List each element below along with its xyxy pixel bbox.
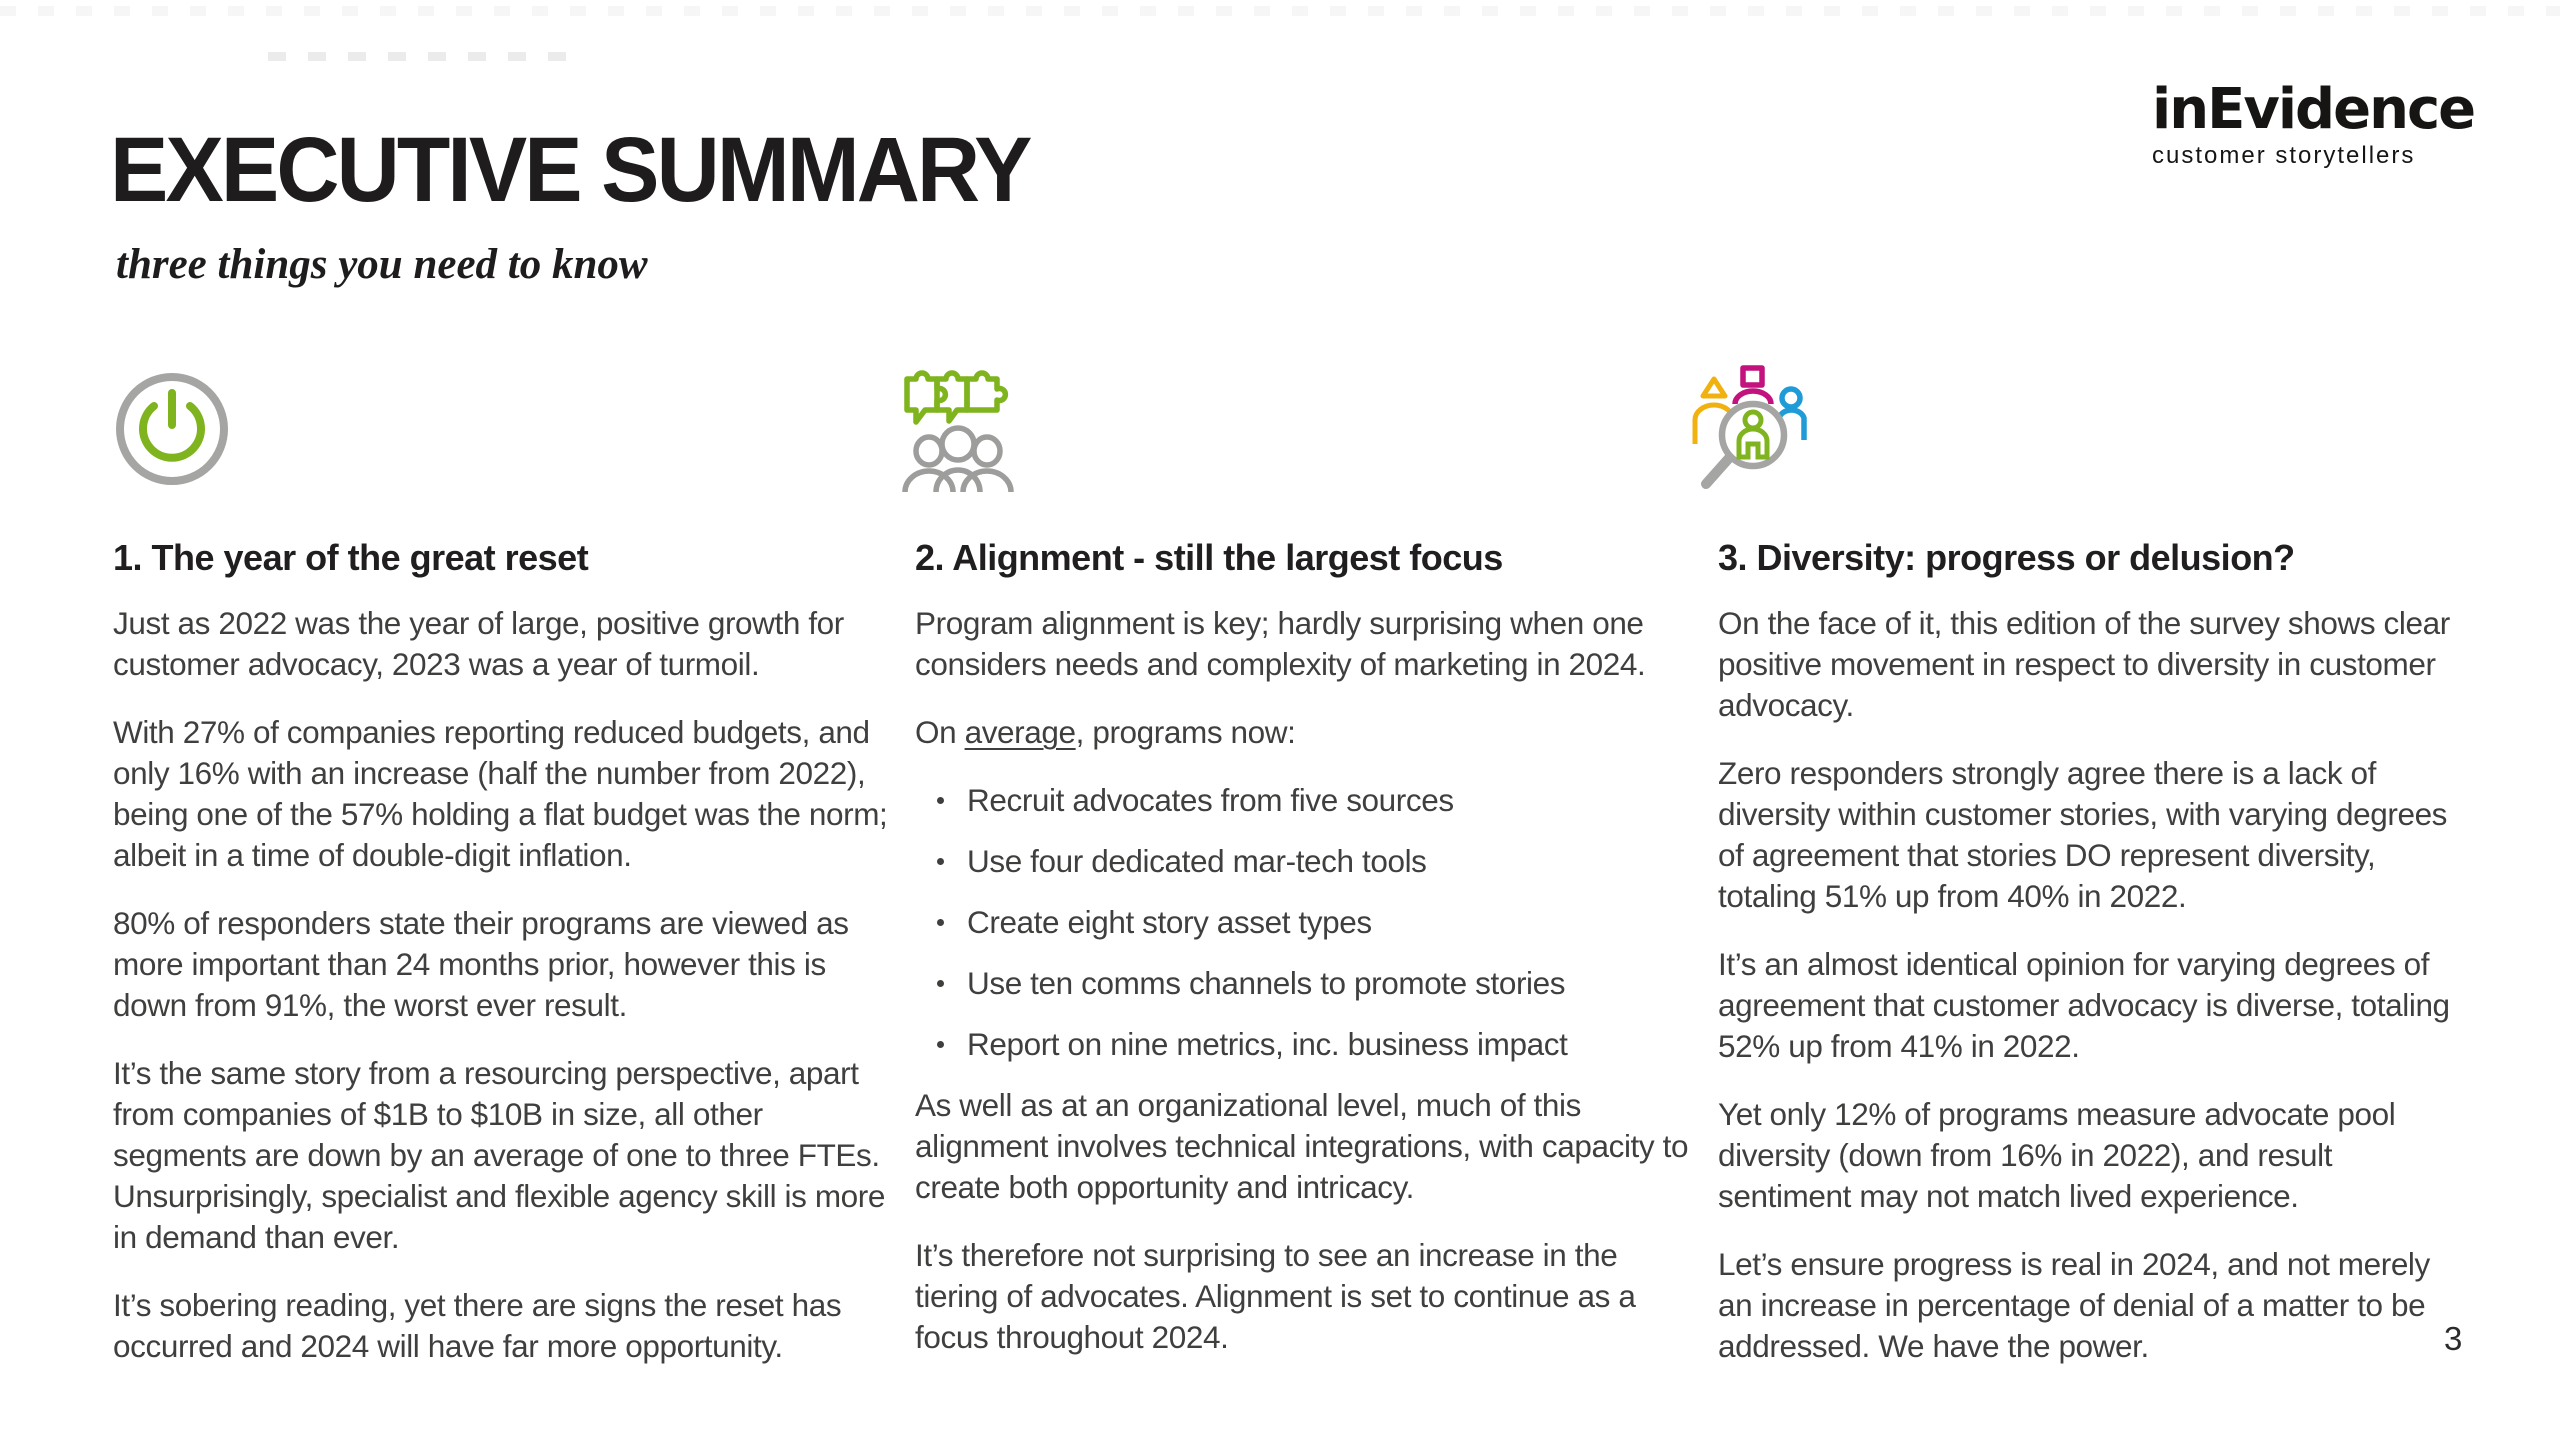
- logo-wordmark: inEvidence: [2152, 77, 2475, 142]
- column-heading: 2. Alignment - still the largest focus: [915, 537, 1503, 578]
- puzzle-people-icon: [898, 364, 1018, 492]
- page-subtitle: three things you need to know: [116, 241, 648, 288]
- bullet-item: Use ten comms channels to promote stories: [915, 963, 1690, 1004]
- column-diversity: [1718, 537, 2468, 1394]
- page-title: EXECUTIVE SUMMARY: [110, 119, 1030, 221]
- alignment-bullet-list: [915, 780, 1690, 1065]
- bullet-item: Recruit advocates from five sources: [915, 780, 1690, 821]
- paragraph: It’s an almost identical opinion for varying degrees of agreement that customer advocacy is diverse, totaling 52% up from 41% in 2022.: [1718, 946, 2450, 1064]
- cropped-text-artifact: [0, 6, 2560, 16]
- bullet-item: Use four dedicated mar-tech tools: [915, 841, 1690, 882]
- paragraph: Just as 2022 was the year of large, positive growth for customer advocacy, 2023 was a year of turmoil.: [113, 605, 844, 682]
- inevidence-logo: [2152, 77, 2475, 170]
- cropped-text-artifact: [268, 52, 588, 61]
- paragraph: Yet only 12% of programs measure advocate pool diversity (down from 16% in 2022), and result sentiment may not match lived experience.: [1718, 1096, 2396, 1214]
- paragraph: It’s therefore not surprising to see an increase in the tiering of advocates. Alignment is set to continue as a focus throughout 2024.: [915, 1237, 1636, 1355]
- logo-tagline: customer storytellers: [2152, 142, 2416, 169]
- paragraph: Program alignment is key; hardly surprising when one considers needs and complexity of marketing in 2024.: [915, 605, 1646, 682]
- bullet-item: Report on nine metrics, inc. business impact: [915, 1024, 1690, 1065]
- paragraph: Let’s ensure progress is real in 2024, and not merely an increase in percentage of denial of a matter to be addressed. We have the power.: [1718, 1246, 2430, 1364]
- paragraph: It’s the same story from a resourcing perspective, apart from companies of $1B to $10B in size, all other segments are down by an average of one to three FTEs. Unsurprisingly, specialist and flexible agency skill is more in demand than ever.: [113, 1055, 885, 1255]
- column-heading: 1. The year of the great reset: [113, 537, 589, 578]
- paragraph: As well as at an organizational level, much of this alignment involves technical integrations, with capacity to create both opportunity and intricacy.: [915, 1087, 1689, 1205]
- list-intro-underlined: average: [964, 714, 1076, 750]
- column-alignment: [915, 537, 1690, 1385]
- paragraph: On the face of it, this edition of the survey shows clear positive movement in respect to diversity in customer advocacy.: [1718, 605, 2450, 723]
- page-number: 3: [2444, 1320, 2463, 1357]
- bullet-item: Create eight story asset types: [915, 902, 1690, 943]
- list-intro-post: , programs now:: [1075, 714, 1296, 750]
- list-intro-pre: On: [915, 714, 965, 750]
- list-intro: [915, 712, 1690, 753]
- column-reset: [113, 537, 888, 1394]
- paragraph: With 27% of companies reporting reduced budgets, and only 16% with an increase (half the number from 2022), being one of the 57% holding a flat budget was the norm; albeit in a time of double-digit inflation.: [113, 714, 888, 873]
- diversity-magnifier-icon: [1686, 360, 1820, 510]
- paragraph: It’s sobering reading, yet there are signs the reset has occurred and 2024 will have far more opportunity.: [113, 1287, 842, 1364]
- paragraph: 80% of responders state their programs are viewed as more important than 24 months prior, however this is down from 91%, the worst ever result.: [113, 905, 849, 1023]
- column-heading: 3. Diversity: progress or delusion?: [1718, 537, 2295, 578]
- paragraph: Zero responders strongly agree there is a lack of diversity within customer stories, with varying degrees of agreement that stories DO represent diversity, totaling 51% up from 40% in 2022.: [1718, 755, 2448, 914]
- power-reset-icon: [114, 368, 230, 488]
